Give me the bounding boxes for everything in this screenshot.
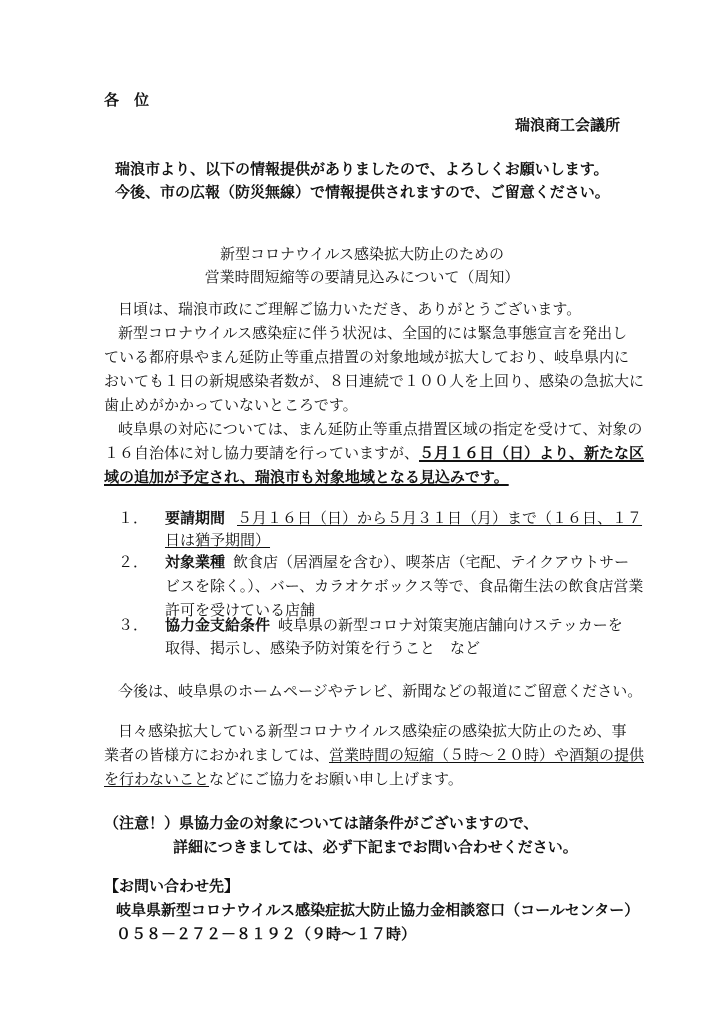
item-text: ５月１６日（日）から５月３１日（月）まで（１６日、１７	[237, 509, 643, 527]
paragraph-greeting: 日頃は、瑞浪市政にご理解ご協力いただき、ありがとうございます。	[118, 300, 582, 318]
paragraph-media-notice: 今後は、岐阜県のホームページやテレビ、新聞などの報道にご留意ください。	[118, 682, 643, 700]
paragraph-prefecture-line: 岐阜県の対応については、まん延防止等重点措置区域の指定を受けて、対象の	[118, 420, 643, 438]
paragraph-situation-line: ている都府県やまん延防止等重点措置の対象地域が拡大しており、岐阜県内に	[104, 348, 630, 366]
addressee: 各 位	[104, 91, 150, 109]
request-highlight: を行わないこと	[104, 770, 210, 788]
item-number: ３．	[118, 616, 149, 634]
request-text: 業者の皆様方におかれましては、	[104, 746, 330, 764]
item-label: 協力金支給条件	[165, 616, 271, 634]
item-text: 日は猶予期間）	[165, 531, 271, 549]
contact-phone: ０５８－２７２－８１９２（９時～１７時）	[116, 925, 417, 943]
item-number: １．	[118, 509, 149, 527]
title-line-1: 新型コロナウイルス感染拡大防止のための	[219, 245, 505, 263]
item-text: 許可を受けている店舗	[165, 601, 316, 619]
note-line-2: 詳細につきましては、必ず下記までお問い合わせください。	[173, 838, 578, 856]
paragraph-situation-line: おいても１日の新規感染者数が、８日連続で１００人を上回り、感染の急拡大に	[104, 372, 645, 390]
item-text: 飲食店（居酒屋を含む）、喫茶店（宅配、テイクアウトサー	[233, 553, 630, 571]
prefecture-request-text: １６自治体に対し協力要請を行っていますが、	[104, 444, 420, 462]
item-request-period	[165, 507, 642, 529]
item-grant-conditions	[165, 614, 623, 636]
item-number: ２．	[118, 553, 149, 571]
paragraph-request-line: 日々感染拡大している新型コロナウイルス感染症の感染拡大防止のため、事	[118, 722, 627, 740]
contact-office: 岐阜県新型コロナウイルス感染症拡大防止協力金相談窓口（コールセンター）	[116, 901, 640, 919]
item-label: 対象業種	[165, 553, 226, 571]
new-area-highlight: 域の追加が予定され、瑞浪市も対象地域となる見込みです。	[104, 468, 509, 486]
item-text: 取得、掲示し、感染予防対策を行うこと など	[165, 639, 481, 657]
item-text: ビスを除く。）、バー、カラオケボックス等で、食品衛生法の飲食店営業	[165, 577, 644, 595]
notice-line-1: 瑞浪市より、以下の情報提供がありましたので、よろしくお願いします。	[115, 160, 609, 178]
paragraph-request-line	[104, 744, 644, 766]
item-text: 岐阜県の新型コロナ対策実施店舗向けステッカーを	[278, 616, 623, 634]
paragraph-prefecture-line	[104, 442, 644, 464]
paragraph-situation-line: 歯止めがかかっていないところです。	[104, 396, 358, 414]
paragraph-request-line	[104, 768, 463, 790]
sender-name: 瑞浪商工会議所	[514, 116, 620, 134]
note-text: 県協力金の対象については諸条件がございますので、	[179, 814, 539, 832]
note-line-1	[104, 812, 538, 834]
request-text: などにご協力をお願い申し上げます。	[209, 770, 463, 788]
item-label: 要請期間	[165, 509, 226, 527]
notice-line-2: 今後、市の広報（防災無線）で情報提供されますので、ご留意ください。	[115, 183, 610, 201]
request-highlight: 営業時間の短縮（５時～２０時）や酒類の提供	[329, 746, 645, 764]
paragraph-situation-line: 新型コロナウイルス感染症に伴う状況は、全国的には緊急事態宣言を発出し	[118, 324, 628, 342]
contact-heading: 【お問い合わせ先】	[104, 877, 240, 895]
item-target-business	[165, 551, 629, 573]
title-line-2: 営業時間短縮等の要請見込みについて（周知）	[204, 268, 520, 286]
new-area-date-highlight: ５月１６日（日）より、新たな区	[419, 444, 645, 462]
note-label: （注意！）	[104, 814, 180, 832]
